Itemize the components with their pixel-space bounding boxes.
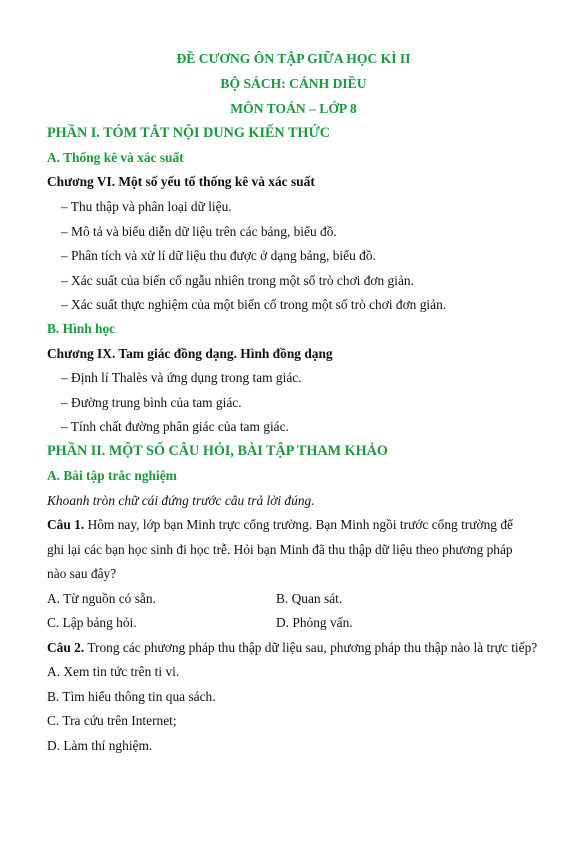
list-item: – Mô tả và biểu diễn dữ liệu trên các bảng, biểu đồ. — [61, 224, 337, 239]
chapter-6-heading: Chương VI. Một số yếu tố thống kê và xác suất — [47, 174, 315, 189]
list-item: – Tính chất đường phân giác của tam giác. — [61, 419, 289, 434]
question-2-text: Trong các phương pháp thu thập dữ liệu sau, phương pháp thu thập nào là trực tiếp? — [84, 640, 538, 655]
question-1-label: Câu 1. — [47, 517, 85, 532]
doc-title-line2: BỘ SÁCH: CÁNH DIỀU — [220, 76, 367, 91]
list-item: – Phân tích và xử lí dữ liệu thu được ở dạng bảng, biểu đồ. — [61, 248, 376, 263]
question-2-option-c: C. Tra cứu trên Internet; — [47, 713, 177, 728]
question-1-line1 — [47, 517, 513, 533]
question-1-option-b: B. Quan sát. — [276, 591, 343, 606]
list-item: – Đường trung bình của tam giác. — [61, 395, 242, 410]
question-1-line2: ghi lại các bạn học sinh đi học trễ. Hỏi bạn Minh đã thu thập dữ liệu theo phương pháp — [47, 542, 513, 557]
part2-heading: PHẦN II. MỘT SỐ CÂU HỎI, BÀI TẬP THAM KHẢO — [47, 443, 388, 459]
question-1-option-d: D. Phỏng vấn. — [276, 615, 353, 630]
chapter-9-heading: Chương IX. Tam giác đồng dạng. Hình đồng dạng — [47, 346, 333, 361]
instruction-text: Khoanh tròn chữ cái đứng trước câu trả lời đúng. — [47, 493, 315, 508]
list-item: – Xác suất thực nghiệm của một biến cố trong một số trò chơi đơn giản. — [61, 297, 447, 312]
doc-title-line1: ĐỀ CƯƠNG ÔN TẬP GIỮA HỌC KÌ II — [176, 51, 411, 66]
question-2-option-b: B. Tìm hiểu thông tin qua sách. — [47, 689, 216, 704]
section-b-heading: B. Hình học — [47, 321, 116, 336]
question-2-option-d: D. Làm thí nghiệm. — [47, 738, 153, 753]
question-1-line3: nào sau đây? — [47, 566, 117, 581]
question-1-option-c: C. Lập bảng hỏi. — [47, 615, 137, 630]
question-2-option-a: A. Xem tin tức trên ti vi. — [47, 664, 180, 679]
question-2-line1 — [47, 640, 537, 656]
question-1-option-a: A. Từ nguồn có sẵn. — [47, 591, 156, 606]
part1-heading: PHẦN I. TÓM TẮT NỘI DUNG KIẾN THỨC — [47, 125, 331, 141]
question-1-text: Hôm nay, lớp bạn Minh trực cổng trường. Bạn Minh ngồi trước cổng trường để — [84, 517, 513, 532]
section-a-heading: A. Thống kê và xác suất — [47, 150, 184, 165]
list-item: – Thu thập và phân loại dữ liệu. — [61, 199, 232, 214]
doc-title-line3: MÔN TOÁN – LỚP 8 — [230, 101, 357, 116]
list-item: – Định lí Thalès và ứng dụng trong tam giác. — [61, 370, 302, 385]
exercise-section-heading: A. Bài tập trắc nghiệm — [47, 468, 177, 483]
question-2-label: Câu 2. — [47, 640, 85, 655]
list-item: – Xác suất của biến cố ngẫu nhiên trong một số trò chơi đơn giản. — [61, 273, 414, 288]
